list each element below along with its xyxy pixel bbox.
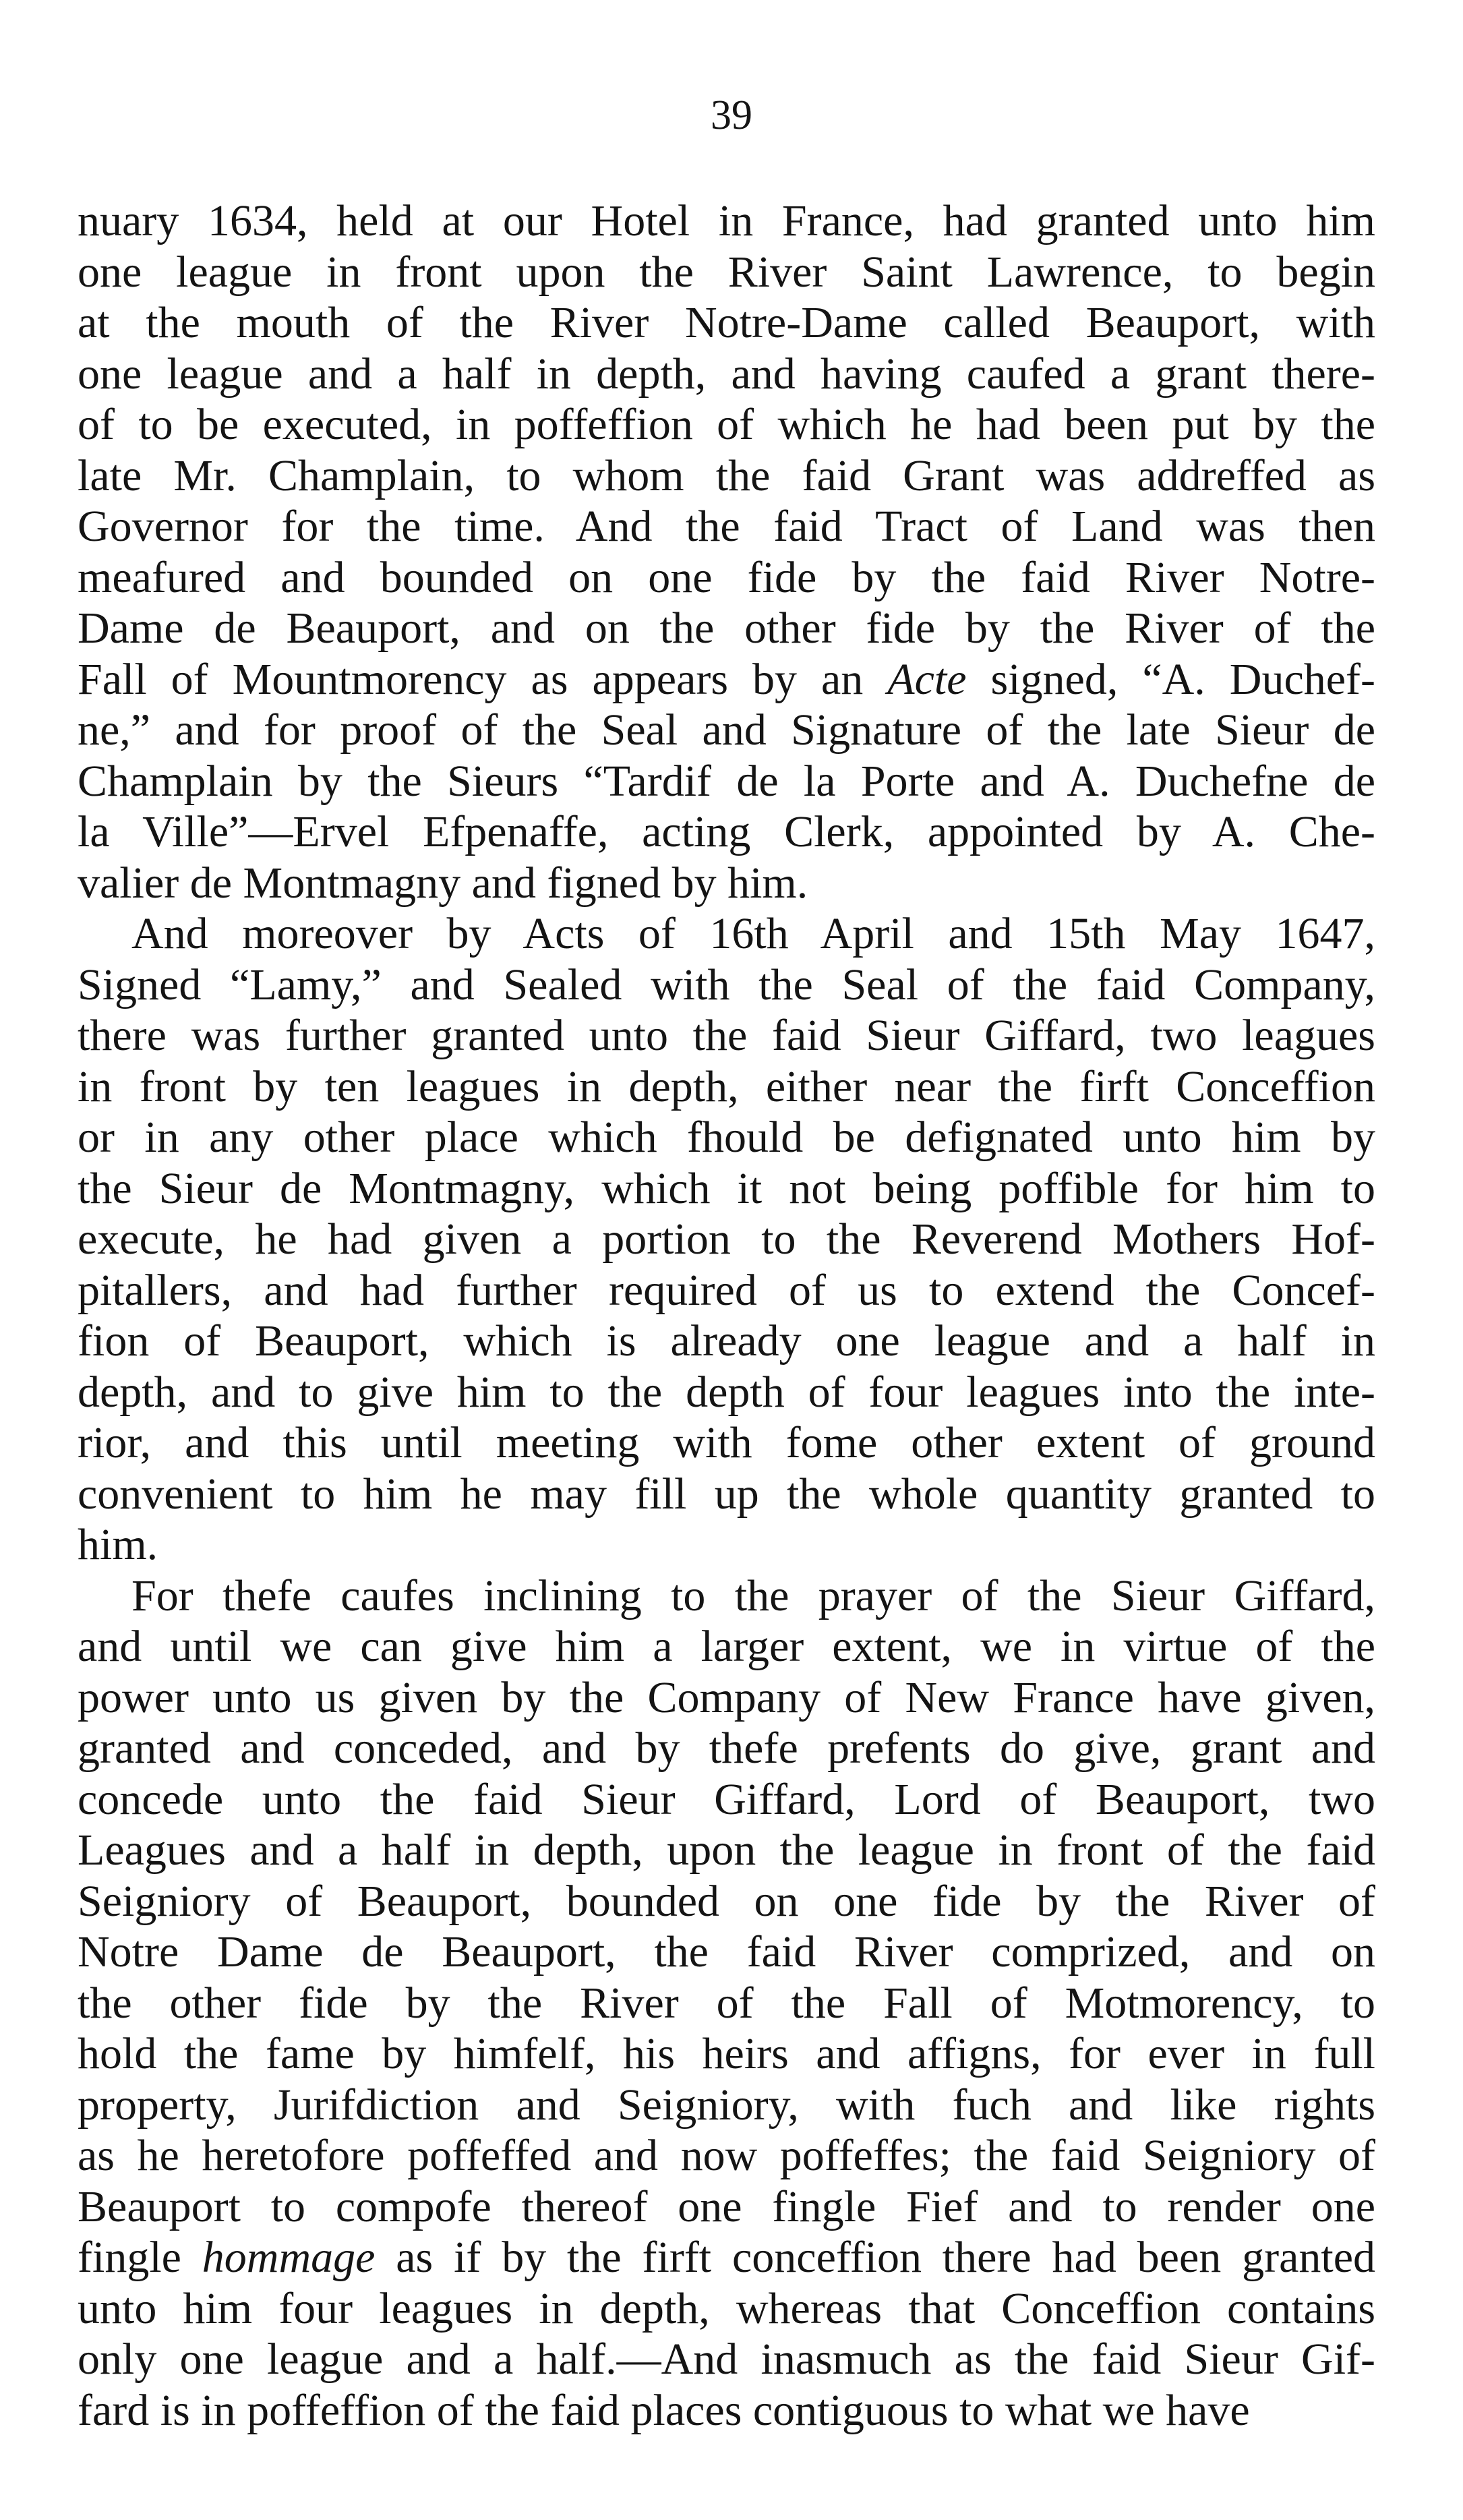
text-segment: Fall of Mountmorency as appears by an (78, 654, 888, 704)
text-line (78, 960, 1375, 1011)
text-segment: Seigniory of Beauport, bounded on one fide by the River of (78, 1876, 1375, 1926)
text-line (78, 1672, 1375, 1724)
text-segment: Beauport to compofe thereof one fingle Fief and to render one (78, 2181, 1375, 2231)
text-line (78, 807, 1375, 858)
text-segment: concede unto the faid Sieur Giffard, Lord of Beauport, two (78, 1774, 1375, 1824)
text-segment: unto him four leagues in depth, whereas that Conceffion contains (78, 2283, 1375, 2333)
text-segment: the other fide by the River of the Fall of Motmorency, to (78, 1978, 1375, 2028)
text-line (78, 603, 1375, 654)
text-segment: fingle (78, 2233, 202, 2282)
paragraph (78, 908, 1375, 1571)
text-line (78, 756, 1375, 807)
text-line (78, 297, 1375, 349)
text-line (78, 196, 1375, 247)
text-segment: Signed “Lamy,” and Sealed with the Seal of the faid Company, (78, 960, 1375, 1009)
text-line (78, 1825, 1375, 1876)
page-number: 39 (711, 92, 752, 138)
text-segment: at the mouth of the River Notre-Dame called Beauport, with (78, 298, 1375, 347)
text-line (78, 1112, 1375, 1163)
text-segment: fion of Beauport, which is already one league and a half in (78, 1316, 1375, 1366)
text-segment: For thefe caufes inclining to the prayer of the Sieur Giffard, (131, 1571, 1375, 1620)
text-segment: signed, “A. Duchef- (966, 654, 1375, 704)
text-line (78, 1316, 1375, 1367)
text-line (78, 2181, 1375, 2233)
text-segment: rior, and this until meeting with fome other extent of ground (78, 1418, 1375, 1467)
text-line (78, 1163, 1375, 1214)
text-segment: execute, he had given a portion to the Reverend Mothers Hof- (78, 1214, 1375, 1264)
text-line (78, 908, 1375, 960)
italic-term: hommage (202, 2233, 376, 2282)
text-segment: Governor for the time. And the faid Tract of Land was then (78, 502, 1375, 551)
text-line (78, 705, 1375, 756)
text-line (78, 1774, 1375, 1825)
text-line (78, 1010, 1375, 1061)
text-line (78, 654, 1375, 705)
text-line (78, 1214, 1375, 1265)
text-segment: as if by the firft conceffion there had been granted (375, 2233, 1375, 2282)
text-line (78, 1061, 1375, 1113)
text-segment: property, Jurifdiction and Seigniory, with fuch and like rights (78, 2080, 1375, 2130)
text-line (78, 2080, 1375, 2131)
paragraph (78, 1571, 1375, 2436)
text-line (78, 552, 1375, 604)
text-line (78, 450, 1375, 502)
text-line (78, 1927, 1375, 1978)
text-line (78, 2283, 1375, 2335)
text-segment: hold the fame by himfelf, his heirs and affigns, for ever in full (78, 2029, 1375, 2078)
body-text (78, 196, 1375, 2436)
text-segment: only one league and a half.—And inasmuch as the faid Sieur Gif- (78, 2335, 1375, 2384)
text-segment: there was further granted unto the faid Sieur Giffard, two leagues (78, 1011, 1375, 1060)
text-line (78, 1876, 1375, 1927)
text-segment: one league and a half in depth, and having caufed a grant there- (78, 349, 1375, 399)
text-segment: Champlain by the Sieurs “Tardif de la Porte and A. Duchefne de (78, 756, 1375, 806)
text-line (78, 2385, 1375, 2436)
text-line (78, 399, 1375, 450)
text-line (78, 2232, 1375, 2283)
text-line (78, 2130, 1375, 2181)
text-segment: valier de Montmagny and figned by him. (78, 858, 808, 908)
text-line (78, 1469, 1375, 1520)
text-segment: fard is in poffeffion of the faid places contiguous to what we have (78, 2385, 1250, 2435)
paragraph (78, 196, 1375, 908)
text-segment: and until we can give him a larger extent, we in virtue of the (78, 1622, 1375, 1671)
text-line (78, 858, 1375, 909)
italic-term: Acte (887, 654, 967, 704)
text-line (78, 1621, 1375, 1672)
text-line (78, 501, 1375, 552)
text-segment: late Mr. Champlain, to whom the faid Grant was addreffed as (78, 450, 1375, 500)
text-segment: him. (78, 1520, 158, 1569)
text-line (78, 349, 1375, 400)
text-segment: the Sieur de Montmagny, which it not being poffible for him to (78, 1163, 1375, 1213)
text-line (78, 247, 1375, 298)
text-segment: Leagues and a half in depth, upon the league in front of the faid (78, 1825, 1375, 1875)
text-line (78, 1417, 1375, 1469)
text-line (78, 1265, 1375, 1316)
text-line (78, 1723, 1375, 1774)
text-segment: granted and conceded, and by thefe prefents do give, grant and (78, 1724, 1375, 1773)
text-line (78, 1978, 1375, 2029)
text-segment: as he heretofore poffeffed and now poffeffes; the faid Seigniory of (78, 2131, 1375, 2180)
text-line (78, 2028, 1375, 2080)
text-line (78, 1571, 1375, 1622)
text-line (78, 1367, 1375, 1418)
text-segment: one league in front upon the River Saint Lawrence, to begin (78, 247, 1375, 297)
text-segment: nuary 1634, held at our Hotel in France, had granted unto him (78, 196, 1375, 245)
text-segment: Notre Dame de Beauport, the faid River comprized, and on (78, 1927, 1375, 1976)
text-segment: And moreover by Acts of 16th April and 15th May 1647, (131, 909, 1375, 958)
text-segment: in front by ten leagues in depth, either near the firft Conceffion (78, 1061, 1375, 1111)
text-segment: ne,” and for proof of the Seal and Signature of the late Sieur de (78, 705, 1375, 755)
text-line (78, 1519, 1375, 1571)
text-segment: convenient to him he may fill up the whole quantity granted to (78, 1469, 1375, 1519)
text-segment: meafured and bounded on one fide by the faid River Notre- (78, 552, 1375, 602)
text-segment: power unto us given by the Company of New France have given, (78, 1672, 1375, 1722)
text-segment: of to be executed, in poffeffion of which he had been put by the (78, 400, 1375, 449)
text-segment: pitallers, and had further required of us to extend the Concef- (78, 1265, 1375, 1315)
text-segment: or in any other place which fhould be defignated unto him by (78, 1113, 1375, 1162)
text-segment: Dame de Beauport, and on the other fide by the River of the (78, 604, 1375, 653)
text-segment: la Ville”—Ervel Efpenaffe, acting Clerk, appointed by A. Che- (78, 807, 1375, 856)
text-line (78, 2334, 1375, 2385)
text-segment: depth, and to give him to the depth of four leagues into the inte- (78, 1367, 1375, 1417)
